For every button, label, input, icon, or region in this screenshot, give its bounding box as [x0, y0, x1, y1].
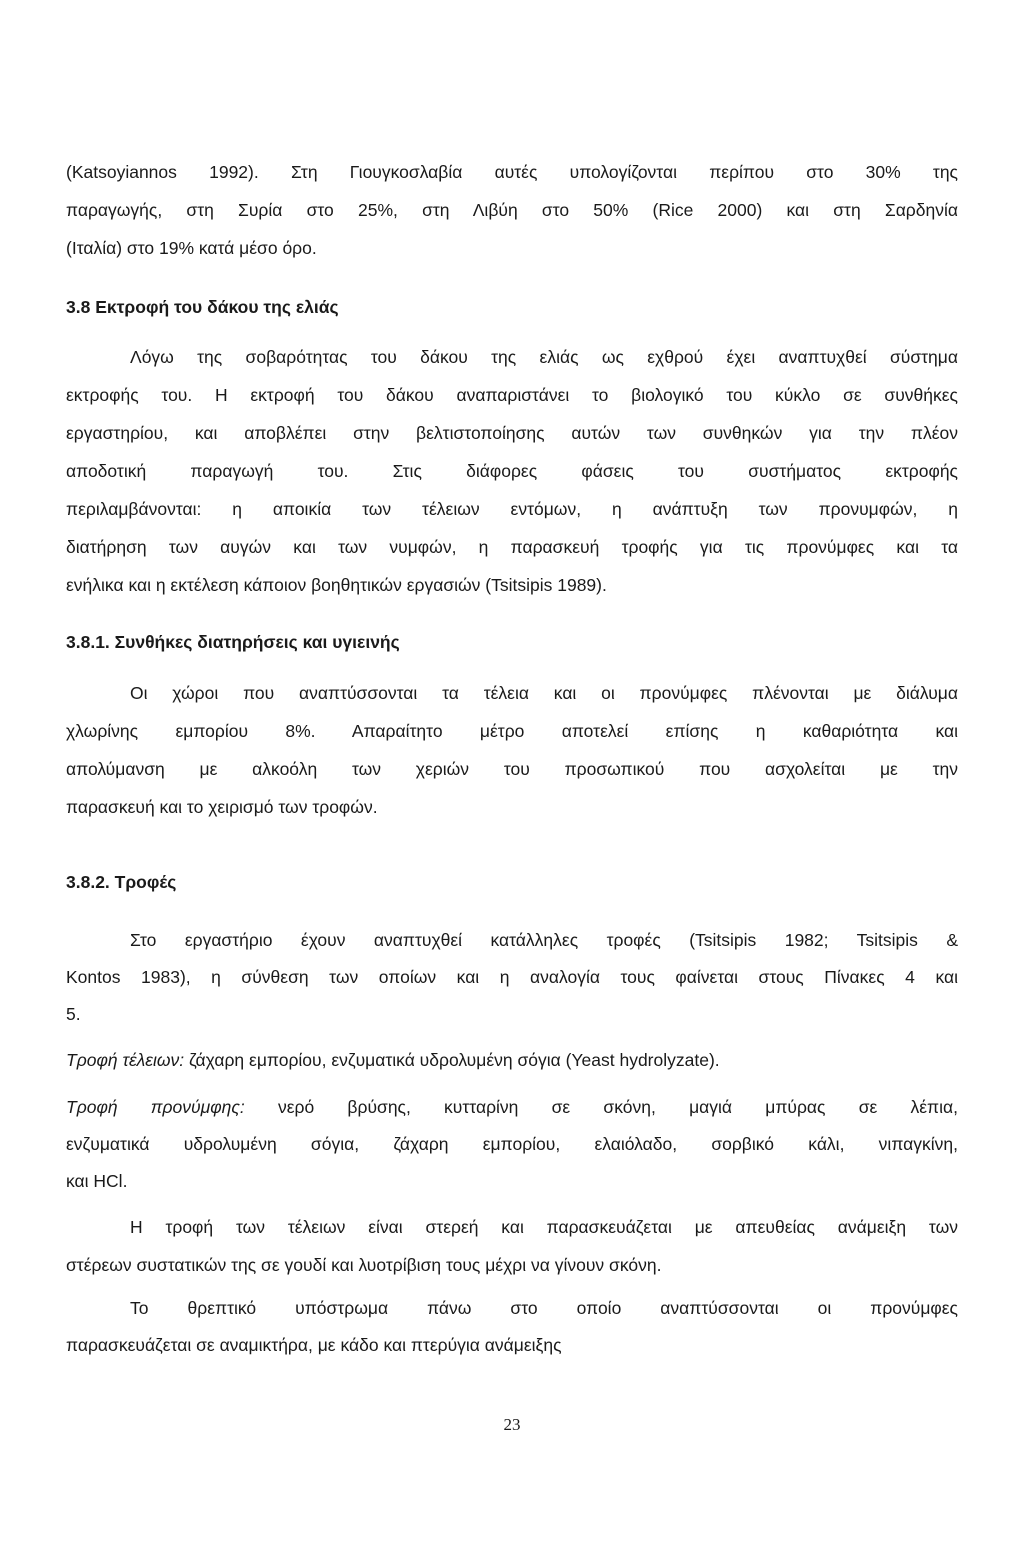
- section-3-8-line-6: διατήρηση των αυγών και των νυμφών, η παρασκευή τροφής για τις προνύμφες και τα: [66, 537, 958, 557]
- substrate-line-2: παρασκευάζεται σε αναμικτήρα, με κάδο και πτερύγια ανάμειξης: [66, 1335, 562, 1355]
- adult-food-text: ζάχαρη εμπορίου, ενζυματικά υδρολυμένη σόγια (Yeast hydrolyzate).: [184, 1050, 720, 1070]
- section-3-8-line-1: Λόγω της σοβαρότητας του δάκου της ελιάς ως εχθρού έχει αναπτυχθεί σύστημα: [130, 347, 958, 367]
- substrate-line-1: Το θρεπτικό υπόστρωμα πάνω στο οποίο αναπτύσσονται οι προνύμφες: [130, 1298, 958, 1318]
- section-3-8-line-3: εργαστηρίου, και αποβλέπει στην βελτιστοποίησης αυτών των συνθηκών για την πλέον: [66, 423, 958, 443]
- section-3-8-1-line-1: Οι χώροι που αναπτύσσονται τα τέλεια και οι προνύμφες πλένονται με διάλυμα: [130, 683, 958, 703]
- larval-food-line-2: ενζυματικά υδρολυμένη σόγια, ζάχαρη εμπορίου, ελαιόλαδο, σορβικό κάλι, νιπαγκίνη,: [66, 1134, 958, 1154]
- section-3-8-line-5: περιλαμβάνονται: η αποικία των τέλειων εντόμων, η ανάπτυξη των προνυμφών, η: [66, 499, 958, 519]
- section-3-8-line-2: εκτροφής του. Η εκτροφή του δάκου αναπαριστάνει το βιολογικό του κύκλο σε συνθήκες: [66, 385, 958, 405]
- section-heading-3-8-1: 3.8.1. Συνθήκες διατηρήσεις και υγιεινής: [66, 632, 400, 652]
- section-3-8-2-line-2: Kontos 1983), η σύνθεση των οποίων και η αναλογία τους φαίνεται στους Πίνακες 4 και: [66, 967, 958, 987]
- page-number: 23: [503, 1415, 521, 1434]
- section-3-8-2-line-3: 5.: [66, 1004, 81, 1024]
- larval-food-line-3: και HCl.: [66, 1171, 128, 1191]
- larval-food-line-1: [66, 1096, 958, 1118]
- solid-food-line-2: στέρεων συστατικών της σε γουδί και λυοτρίβιση τους μέχρι να γίνουν σκόνη.: [66, 1255, 662, 1275]
- section-3-8-1-line-2: χλωρίνης εμπορίου 8%. Απαραίτητο μέτρο αποτελεί επίσης η καθαριότητα και: [66, 721, 958, 741]
- section-3-8-1-line-4: παρασκευή και το χειρισμό των τροφών.: [66, 797, 378, 817]
- intro-line-3: (Ιταλία) στο 19% κατά μέσο όρο.: [66, 238, 317, 258]
- section-3-8-line-4: αποδοτική παραγωγή του. Στις διάφορες φάσεις του συστήματος εκτροφής: [66, 461, 958, 481]
- larval-food-text: νερό βρύσης, κυτταρίνη σε σκόνη, μαγιά μπύρας σε λέπια,: [244, 1097, 959, 1117]
- section-3-8-line-7: ενήλικα και η εκτέλεση κάποιον βοηθητικών εργασιών (Tsitsipis 1989).: [66, 575, 607, 595]
- intro-line-2: παραγωγής, στη Συρία στο 25%, στη Λιβύη στο 50% (Rice 2000) και στη Σαρδηνία: [66, 200, 958, 220]
- section-3-8-1-line-3: απολύμανση με αλκοόλη των χεριών του προσωπικού που ασχολείται με την: [66, 759, 958, 779]
- section-heading-3-8: 3.8 Εκτροφή του δάκου της ελιάς: [66, 297, 339, 317]
- adult-food-line: [66, 1049, 958, 1071]
- section-3-8-2-line-1: Στο εργαστήριο έχουν αναπτυχθεί κατάλληλες τροφές (Tsitsipis 1982; Tsitsipis &: [130, 930, 958, 950]
- solid-food-line-1: Η τροφή των τέλειων είναι στερεή και παρασκευάζεται με απευθείας ανάμειξη των: [130, 1217, 958, 1237]
- larval-food-label: Τροφή προνύμφης:: [66, 1097, 245, 1117]
- intro-line-1: (Katsoyiannos 1992). Στη Γιουγκοσλαβία αυτές υπολογίζονται περίπου στο 30% της: [66, 162, 958, 182]
- adult-food-label: Τροφή τέλειων:: [66, 1050, 185, 1070]
- section-heading-3-8-2: 3.8.2. Τροφές: [66, 872, 177, 892]
